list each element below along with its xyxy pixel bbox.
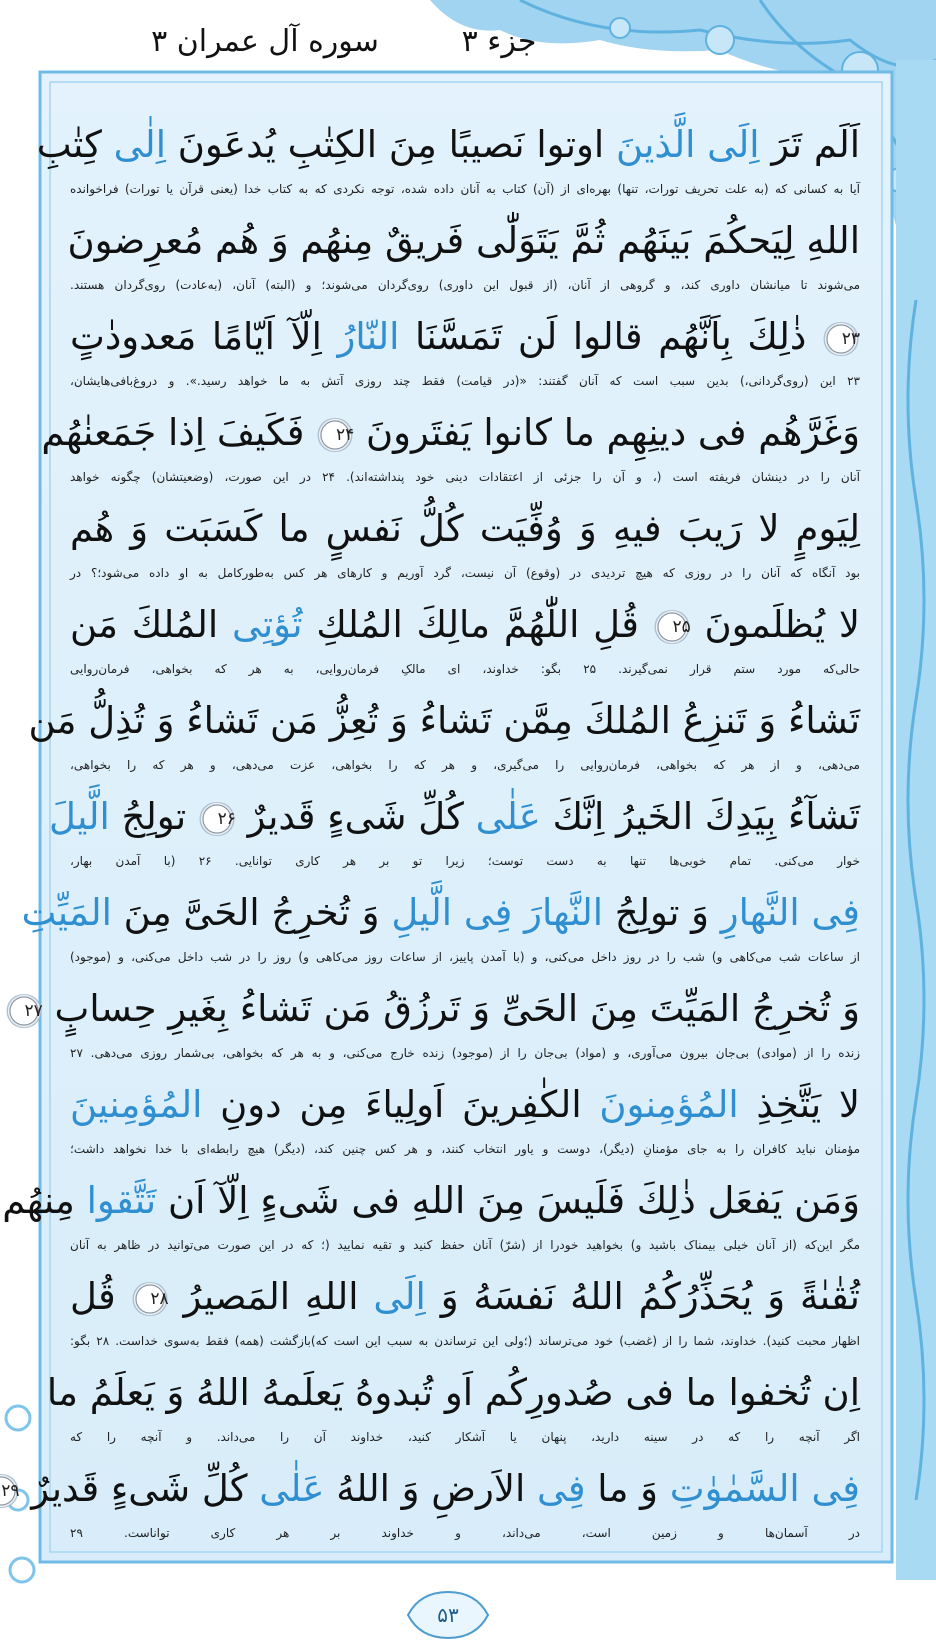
arabic-text — [70, 304, 860, 370]
highlighted-word: النَّهارِ — [720, 891, 800, 934]
verse-line — [41, 400, 860, 488]
arabic-segment — [452, 891, 464, 934]
arabic-segment: قُل — [70, 1275, 131, 1318]
highlighted-word: اِلَی — [373, 1275, 426, 1318]
arabic-text — [21, 880, 860, 946]
arabic-segment: لِیَومٍ لا رَیبَ فیهِ وَ وُفِّیَت کُلُّ نَفسٍ ما کَسَبَت وَ هُم — [70, 507, 860, 550]
arabic-segment: المُلكَ مَن — [70, 603, 232, 646]
arabic-segment: کِتٰبِ — [36, 123, 114, 166]
surah-title: سوره آل عمران ۳ — [151, 24, 379, 59]
highlighted-word: السَّمٰوٰتِ — [669, 1467, 800, 1510]
arabic-segment: اللهِ المَصیرُ — [168, 1275, 374, 1318]
highlighted-word: النّارُ — [337, 315, 400, 358]
persian-translation: حالی‌که مورد ستم قرار نمی‌گیرند. ۲۵ بگو: خداوند، ای مالکِ فرمان‌روایی، به هر که بخواهی، فرمان‌روایی — [70, 662, 860, 676]
arabic-segment: وَ تُخرِجُ المَیِّتَ مِنَ الحَیِّ وَ تَرزُقُ مَن تَشاءُ بِغَیرِ حِسابٍ — [42, 987, 860, 1030]
arabic-text — [70, 496, 860, 562]
arabic-text — [1, 1456, 860, 1522]
verse-line — [24, 976, 860, 1064]
arabic-segment: کُلِّ شَیءٍ قَدیرٌ — [19, 1467, 260, 1510]
verse-line — [2, 1168, 860, 1256]
highlighted-word: فِی — [537, 1467, 586, 1510]
highlighted-word: عَلٰی — [475, 795, 541, 838]
persian-translation: اگر آنچه را که در سینه دارید، پنهان یا آشکار کنید، خداوند آن را می‌داند. و آنچه را که — [70, 1430, 860, 1444]
arabic-segment: قُلِ اللّٰهُمَّ مالِكَ المُلكِ — [302, 603, 653, 646]
persian-translation: آیا به کسانی که (به علت تحریف تورات، تنها) بهره‌ای از (آن) کتاب به آنان داده شده، توجه نکردی که به کتاب خدا (یعنی قرآن یا تورات) فراخوانده — [70, 182, 860, 196]
arabic-segment: تَشآءُ بِیَدِكَ الخَیرُ اِنَّكَ — [540, 795, 860, 838]
highlighted-word: تُؤتِی — [231, 603, 303, 646]
page-number: ۵۳ — [437, 1603, 459, 1627]
arabic-text — [49, 784, 860, 850]
arabic-segment: ذٰلِكَ بِاَنَّهُم قالوا لَن تَمَسَّنَا — [399, 315, 822, 358]
highlighted-word: اِلٰی — [113, 123, 166, 166]
arabic-segment: الاَرضِ وَ اللهُ — [324, 1467, 538, 1510]
arabic-segment: لا یَتَّخِذِ — [738, 1083, 860, 1126]
ayah-number-marker: ۲۷ — [5, 994, 43, 1028]
verse-line — [21, 880, 860, 968]
arabic-segment: وَمَن یَفعَل ذٰلِكَ فَلَیسَ مِنَ اللهِ فی شَیءٍ اِلّآ اَن — [156, 1179, 860, 1222]
persian-translation: در آسمان‌ها و زمین است، می‌داند، و خداوند بر هر کاری تواناست. ۲۹ — [70, 1526, 860, 1540]
arabic-text — [46, 1360, 860, 1426]
arabic-segment: وَ تولِجُ — [603, 891, 721, 934]
arabic-segment — [800, 1467, 812, 1510]
highlighted-word: فِی — [811, 891, 860, 934]
juz-label: جزء ۳ — [461, 24, 537, 59]
verse-line — [70, 496, 860, 584]
persian-translation: زنده را از (موادی) بی‌جان بیرون می‌آوری، و (مواد) بی‌جان را از (موجود) زنده خارج می‌کنی، و به هر که بخواهی، بی‌شمار روزی می‌دهی. ۲۷ — [70, 1046, 860, 1060]
verse-line — [70, 592, 860, 680]
arabic-segment: کُلِّ شَیءٍ قَدیرٌ — [235, 795, 476, 838]
highlighted-word: المَیِّتِ — [21, 891, 112, 934]
persian-translation: خوار می‌کنی. تمام خوبی‌ها تنها به دست توست؛ زیرا تو بر هر کاری توانایی. ۲۶ (با آمدن بهار، — [70, 854, 860, 868]
verse-line — [67, 208, 860, 296]
highlighted-word: الَّیلِ — [391, 891, 453, 934]
arabic-segment: وَ تُخرِجُ الحَیَّ مِنَ — [111, 891, 392, 934]
arabic-segment — [800, 891, 812, 934]
verse-line — [36, 112, 860, 200]
arabic-segment: تولِجُ — [109, 795, 198, 838]
arabic-text — [2, 1168, 860, 1234]
arabic-text — [28, 688, 860, 754]
highlighted-word: عَلٰی — [259, 1467, 325, 1510]
arabic-text — [70, 1072, 860, 1138]
highlighted-word: النَّهارَ — [524, 891, 604, 934]
ayah-number-marker: ۲۳ — [822, 322, 860, 356]
highlighted-word: فِی — [811, 1467, 860, 1510]
arabic-segment: اَلَم تَرَ — [759, 123, 860, 166]
ayah-number-marker: ۲۴ — [316, 418, 354, 452]
ayah-number-marker: ۲۹ — [0, 1474, 20, 1508]
persian-translation: اظهار محبت کنید). خداوند، شما را از (غضب) خود می‌ترساند (؛ولی این ترساندن به سبب این است که)بازگشت (همه) فقط به‌سوی خداست. ۲۸ بگو: — [70, 1334, 860, 1348]
arabic-segment: وَ ما — [585, 1467, 670, 1510]
arabic-segment — [512, 891, 524, 934]
persian-translation: می‌دهی، و از هر که بخواهی، فرمان‌روایی را می‌گیری، و هر که را بخواهی، عزت می‌دهی، و هر که را بخواهی، — [70, 758, 860, 772]
ayah-number-marker: ۲۵ — [653, 610, 691, 644]
persian-translation: آنان را در دینشان فریفته است (، و آن را جزئی از اعتقادات دینی خود پنداشته‌اند). ۲۴ در این صورت، (وضعیتشان) چگونه خواهد — [70, 470, 860, 484]
verse-line — [1, 1456, 860, 1544]
arabic-segment: اللهِ لِیَحکُمَ بَینَهُم ثُمَّ یَتَوَلّٰی فَریقٌ مِنهُم وَ هُم مُعرِضونَ — [67, 219, 860, 262]
arabic-segment: تَشاءُ وَ تَنزِعُ المُلكَ مِمَّن تَشاءُ وَ تُعِزُّ مَن تَشاءُ وَ تُذِلُّ مَن — [28, 699, 860, 742]
arabic-segment: تُقٰىٰةً وَ یُحَذِّرُكُمُ اللهُ نَفسَهُ وَ — [425, 1275, 860, 1318]
arabic-segment: لا یُظلَمونَ — [690, 603, 860, 646]
arabic-text — [70, 592, 860, 658]
arabic-segment: اِن تُخفوا ما فی صُدورِكُم اَو تُبدوهُ یَعلَمهُ اللهُ وَ یَعلَمُ ما — [46, 1371, 860, 1414]
arabic-text — [67, 208, 860, 274]
arabic-segment: الکٰفِرینَ اَولِیاءَ مِن دونِ — [202, 1083, 600, 1126]
persian-translation: از ساعات شب می‌کاهی و) شب را در روز داخل می‌کنی، و (با آمدن پاییز، از ساعات روز می‌کاهی و) روز را در شب داخل می‌کنی، و (موجود) — [70, 950, 860, 964]
highlighted-word: تَتَّقوا — [86, 1179, 157, 1222]
arabic-segment — [695, 123, 707, 166]
arabic-segment: فَکَیفَ اِذا جَمَعنٰهُم — [41, 411, 317, 454]
verse-line — [70, 1264, 860, 1352]
arabic-text — [24, 976, 860, 1042]
arabic-segment: اِلّآ اَیّامًا مَعدودٰتٍ — [70, 315, 338, 358]
highlighted-word: الَّیلَ — [49, 795, 110, 838]
arabic-text — [70, 1264, 860, 1330]
highlighted-word: الَّذینَ — [615, 123, 696, 166]
persian-translation: مگر این‌که (از آنان خیلی بیمناک باشید و) بخواهید خودرا از (شرّ) آنان حفظ کنید و تقیه نمایید (؛ که در این صورت می‌توانید در ظاهر به آنان — [70, 1238, 860, 1252]
arabic-segment: وَغَرَّهُم فی دینِهِم ما کانوا یَفتَرونَ — [354, 411, 860, 454]
highlighted-word: فِی — [463, 891, 513, 934]
verse-line — [46, 1360, 860, 1448]
verse-line — [70, 1072, 860, 1160]
persian-translation: مؤمنان نباید کافران را به جای مؤمنانِ (دیگر)، دوست و یاور انتخاب کنند، و هر کس چنین کند، (دیگر) هیچ رابطه‌ای با خدا نخواهد داشت؛ — [70, 1142, 860, 1156]
arabic-text — [36, 112, 860, 178]
verse-line — [49, 784, 860, 872]
arabic-segment: مِنهُم — [2, 1179, 87, 1222]
ayah-number-marker: ۲۸ — [131, 1282, 169, 1316]
ayah-number-marker: ۲۶ — [198, 802, 236, 836]
verse-line — [70, 304, 860, 392]
arabic-text — [41, 400, 860, 466]
persian-translation: می‌شوند تا میانشان داوری کند، و گروهی از آنان، (از قبول این داوری) روی‌گردان می‌شوند؛ و (البته) آنان، (به‌عادت) روی‌گردان هستند. — [70, 278, 860, 292]
arabic-segment: اوتوا نَصیبًا مِنَ الکِتٰبِ یُدعَونَ — [166, 123, 616, 166]
persian-translation: بود آنگاه که آنان را در روزی که هیچ تردیدی در (وقوع) آن نیست، گرد آوریم و کارهای هر کس به‌طورکامل به او داده می‌شود؛؟ در — [70, 566, 860, 580]
highlighted-word: المُؤمِنونَ — [599, 1083, 739, 1126]
highlighted-word: المُؤمِنینَ — [70, 1083, 203, 1126]
persian-translation: ۲۳ این (روی‌گردانی،) بدین سبب است که آنان گفتند: «(در قیامت) فقط چند روزی آتش به ما خواهد رسید.». و دروغ‌بافی‌هایشان، — [70, 374, 860, 388]
highlighted-word: اِلَی — [707, 123, 760, 166]
verse-line — [28, 688, 860, 776]
